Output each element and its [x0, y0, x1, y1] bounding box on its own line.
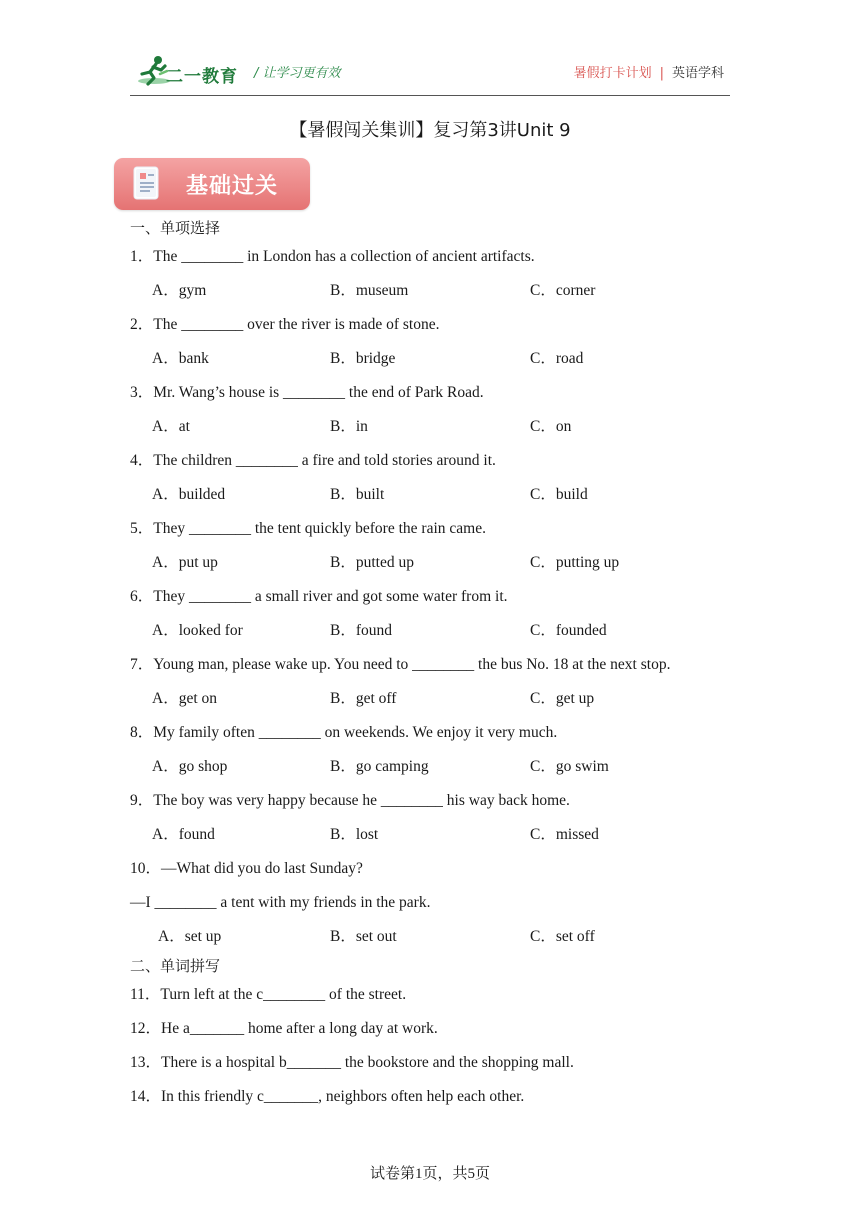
option-b: B．putted up [330, 554, 414, 571]
option-c: C．corner [530, 282, 596, 299]
option-a: A．get on [152, 690, 218, 707]
question-text: 6．They ________ a small river and got some water from it. [130, 588, 508, 605]
page-header [130, 52, 730, 96]
option-b: B．found [330, 622, 393, 639]
option-row [130, 410, 740, 444]
option-row [130, 342, 740, 376]
spelling-question: 12．He a_______ home after a long day at work. [130, 1020, 438, 1037]
option-b: B．get off [330, 690, 397, 707]
option-c: C．road [530, 350, 584, 367]
option-b: B．bridge [330, 350, 396, 367]
spelling-question: 13．There is a hospital b_______ the bookstore and the shopping mall. [130, 1054, 574, 1071]
option-b: B．set out [330, 928, 397, 945]
section-heading: 二、单词拼写 [130, 957, 221, 975]
option-a: A．gym [152, 282, 207, 299]
section-heading: 一、单项选择 [130, 219, 221, 237]
spelling-question: 11．Turn left at the c________ of the street. [130, 986, 407, 1003]
spelling-question: 14．In this friendly c_______, neighbors often help each other. [130, 1088, 525, 1105]
question-text-line2: —I ________ a tent with my friends in the park. [130, 894, 431, 911]
option-row [130, 614, 740, 648]
option-c: C．get up [530, 690, 595, 707]
option-row [130, 274, 740, 308]
option-c: C．build [530, 486, 588, 503]
option-a: A．looked for [152, 622, 243, 639]
subject-label: 英语学科 [671, 66, 724, 81]
question-list [130, 216, 740, 1114]
question-text: 5．They ________ the tent quickly before the rain came. [130, 520, 486, 537]
option-row [130, 750, 740, 784]
document-icon [132, 165, 162, 203]
option-a: A．at [152, 418, 190, 435]
plan-label: 暑假打卡计划 [573, 66, 652, 81]
option-c: C．on [530, 418, 572, 435]
option-b: B．museum [330, 282, 409, 299]
option-a: A．set up [158, 928, 222, 945]
option-a: A．bank [152, 350, 209, 367]
option-row [130, 682, 740, 716]
option-c: C．set off [530, 928, 595, 945]
question-text: 2．The ________ over the river is made of stone. [130, 316, 440, 333]
question-text: 9．The boy was very happy because he ________ his way back home. [130, 792, 570, 809]
option-row [130, 546, 740, 580]
option-row [130, 818, 740, 852]
question-text: 10．—What did you do last Sunday? [130, 860, 363, 877]
banner-text: 基础过关 [186, 174, 279, 199]
question-text: 1．The ________ in London has a collection of ancient artifacts. [130, 248, 535, 265]
option-b: B．built [330, 486, 385, 503]
question-text: 3．Mr. Wang’s house is ________ the end of Park Road. [130, 384, 484, 401]
option-a: A．go shop [152, 758, 228, 775]
page-title: 【暑假闯关集训】复习第3讲Unit 9 [289, 120, 571, 141]
header-separator: | [659, 66, 664, 81]
option-b: B．go camping [330, 758, 429, 775]
option-c: C．missed [530, 826, 599, 843]
logo-text: 二一教育 [166, 67, 238, 86]
question-text: 8．My family often ________ on weekends. We enjoy it very much. [130, 724, 558, 741]
option-row [130, 920, 740, 954]
option-b: B．lost [330, 826, 379, 843]
header-divider [130, 95, 730, 96]
header-right [574, 62, 724, 81]
option-b: B．in [330, 418, 368, 435]
slogan: / 让学习更有效 [254, 66, 341, 81]
section-banner [114, 158, 310, 210]
question-text: 4．The children ________ a fire and told stories around it. [130, 452, 496, 469]
option-a: A．put up [152, 554, 218, 571]
option-c: C．putting up [530, 554, 620, 571]
page-footer: 试卷第1页，共5页 [369, 1166, 490, 1182]
option-a: A．builded [152, 486, 226, 503]
option-row [130, 478, 740, 512]
option-c: C．go swim [530, 758, 609, 775]
option-c: C．founded [530, 622, 607, 639]
option-a: A．found [152, 826, 215, 843]
question-text: 7．Young man, please wake up. You need to ________ the bus No. 18 at the next stop. [130, 656, 671, 673]
